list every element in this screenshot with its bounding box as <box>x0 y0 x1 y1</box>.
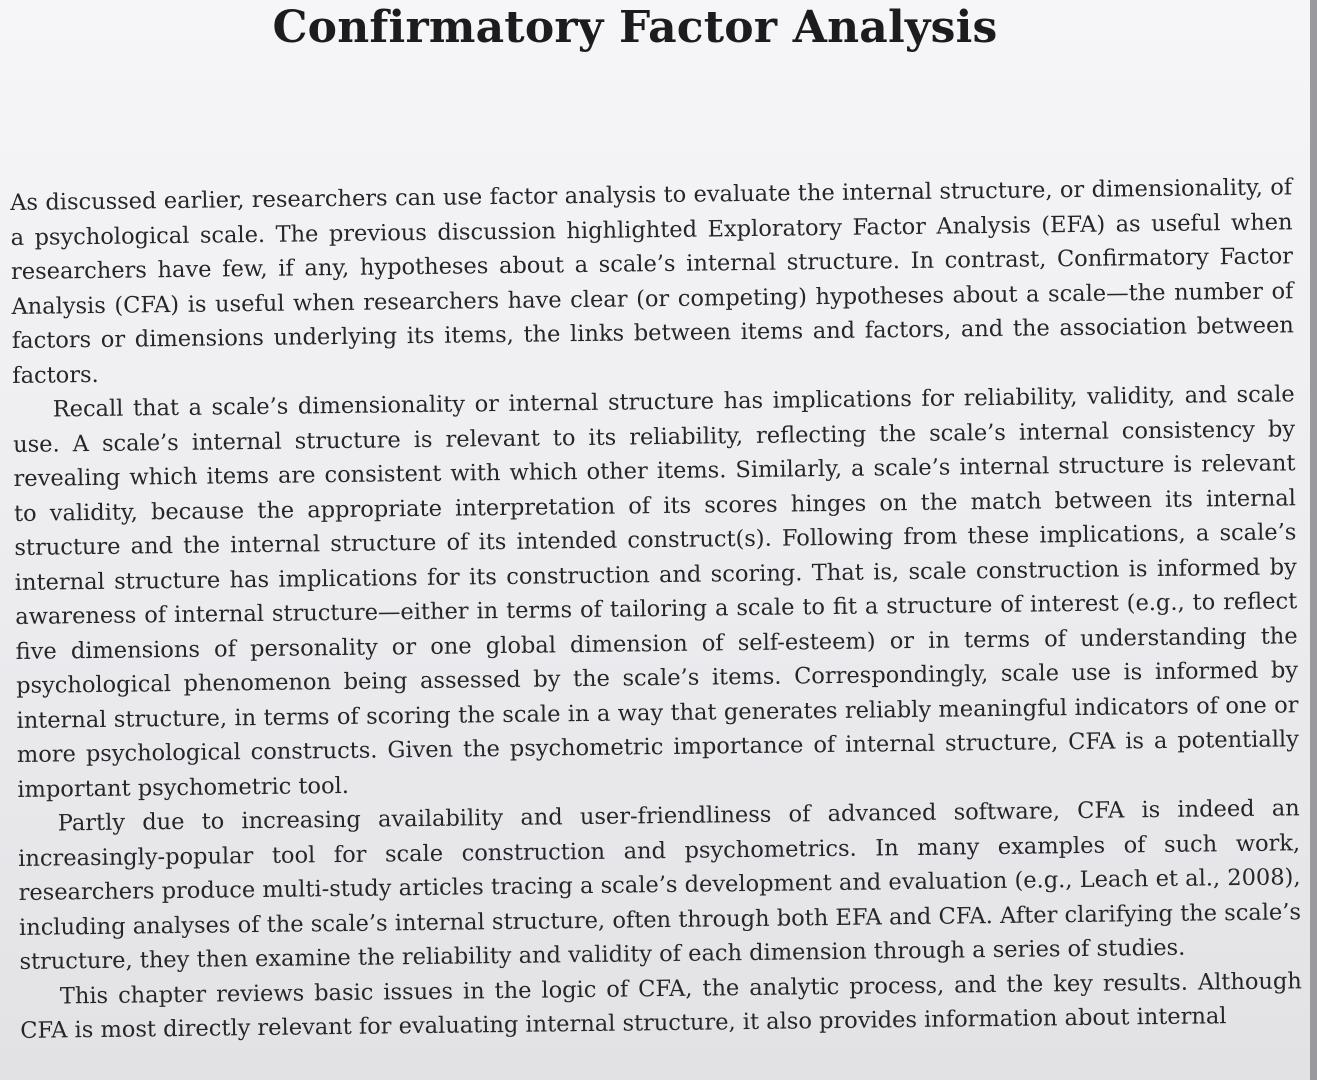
body-text <box>10 170 1302 1048</box>
chapter-title: Confirmatory Factor Analysis <box>272 2 998 53</box>
monitor-bezel <box>1310 0 1317 1080</box>
paragraph-1: As discussed earlier, researchers can use factor analysis to evaluate the internal structure, or dimensionality, of a psychological scale. The previous discussion highlighted Exploratory Factor Analysis (EFA) as useful when researchers have few, if any, hypotheses about a scale’s internal structure. In contrast, Confirmatory Factor Analysis (CFA) is useful when researchers have clear (or competing) hypotheses about a scale—the number of factors or dimensions underlying its items, the links between items and factors, and the association between factors. <box>10 174 1294 389</box>
paragraph-2: Recall that a scale’s dimensionality or internal structure has implications for reliability, validity, and scale use. A scale’s internal structure is relevant to its reliability, reflecting the scale’s internal consistency by revealing which items are consistent with which other items. Similarly, a scale’s internal structure is relevant to validity, because the appropriate interpretation of its scores hinges on the match between its internal structure and the internal structure of its intended construct(s). Following from these implications, a scale’s internal structure has implications for its construction and scoring. That is, scale construction is informed by awareness of internal structure—either in terms of tailoring a scale to fit a structure of interest (e.g., to reflect five dimensions of personality or one global dimension of self-esteem) or in terms of understanding the psychological phenomenon being assessed by the scale’s items. Correspondingly, scale use is informed by internal structure, in terms of scoring the scale in a way that generates reliably meaningful indicators of one or more psychological constructs. Given the psychometric importance of internal structure, CFA is a potentially important psychometric tool. <box>12 381 1300 803</box>
paragraph-4: This chapter reviews basic issues in the logic of CFA, the analytic process, and the key results. Although CFA is most directly relevant for evaluating internal structure, it also provides information about internal <box>20 967 1302 1044</box>
paragraph-3: Partly due to increasing availability and user-friendliness of advanced software, CFA is indeed an increasingly-popular tool for scale construction and psychometrics. In many examples of such work, researchers produce multi-study articles tracing a scale’s development and evaluation (e.g., Leach et al., 2008), including analyses of the scale’s internal structure, often through both EFA and CFA. After clarifying the scale’s structure, they then examine the reliability and validity of each dimension through a series of studies. <box>18 795 1302 975</box>
